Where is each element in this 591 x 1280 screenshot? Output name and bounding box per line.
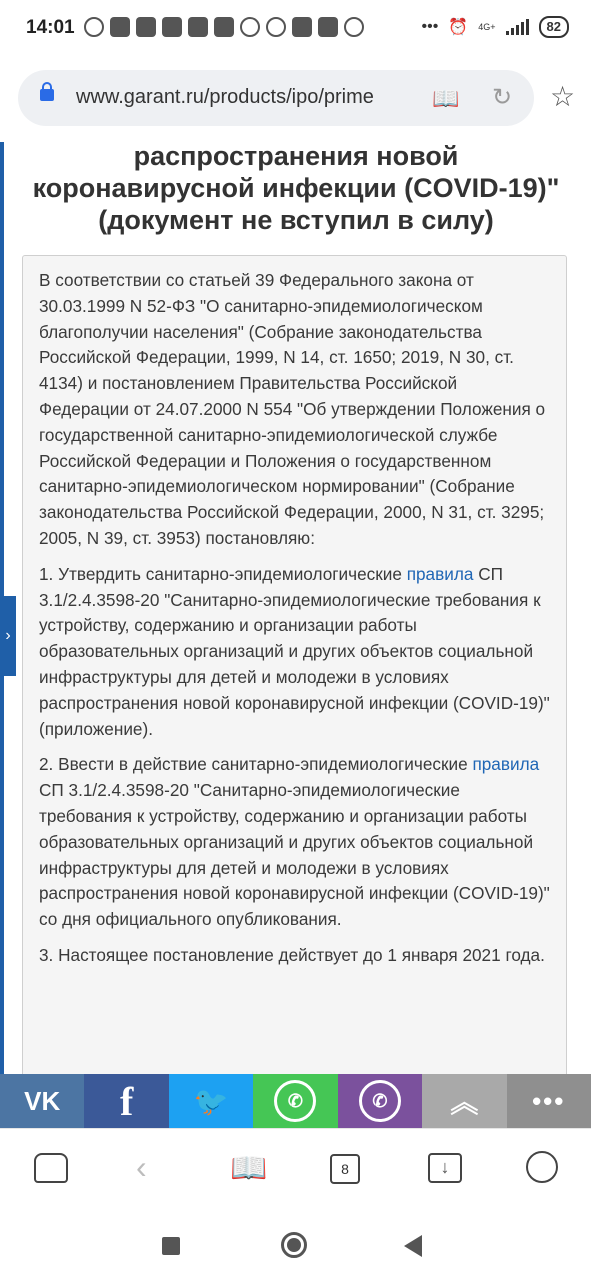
more-icon: ••• [532, 1085, 566, 1116]
back-triangle-icon[interactable] [404, 1235, 422, 1257]
bookmark-star-icon[interactable]: ☆ [550, 81, 576, 112]
address-bar[interactable] [18, 70, 534, 126]
vk-icon: VK [24, 1085, 61, 1116]
more-share-button[interactable] [507, 1074, 591, 1128]
alarm-off-icon: ⏰ [448, 19, 469, 36]
home-circle-icon[interactable] [281, 1232, 307, 1258]
notification-icons [84, 17, 364, 37]
back-icon[interactable]: ‹ [136, 1149, 147, 1185]
whatsapp-notification-icon [84, 17, 104, 37]
rules-link[interactable]: правила [406, 563, 474, 584]
twitter-icon: 🐦 [193, 1085, 229, 1117]
network-type: 4G+ [478, 21, 496, 32]
reader-mode-icon[interactable]: 📖 [432, 86, 460, 111]
side-panel-toggle[interactable]: › [0, 596, 16, 676]
item-1-paragraph: 1. Утвердить санитарно-эпидемиологические правила СП 3.1/2.4.3598-20 "Санитарно-эпидемиологические требования к устройству, содержанию и организации работы образовательных организаций и других объектов социальной инфраструктуры для детей и молодежи в условиях распространения новой коронавирусной инфекции (COVID-19)" (приложение). [39, 563, 550, 739]
tabs-button[interactable]: 8 [330, 1154, 360, 1184]
bookmarks-icon[interactable]: 📖 [230, 1152, 268, 1185]
video-notification-icon [292, 17, 312, 37]
status-bar [0, 0, 591, 56]
download-icon[interactable]: ↓ [428, 1153, 462, 1183]
document-body [22, 255, 567, 1085]
rules-link[interactable]: правила [472, 754, 540, 775]
youtube-notification-icon [162, 17, 182, 37]
intro-paragraph: В соответствии со статьей 39 Федерального закона от 30.03.1999 N 52-ФЗ "О санитарно-эпидемиологическом благополучии населения" (Собрание законодательства Российской Федерации, 1999, N 14, ст. 1650; 2019, N 30, ст. 4134) и постановлением Правительства Российской Федерации от 24.07.2000 N 554 "Об утверждении Положения о государственной санитарно-эпидемиологической службе Российской Федерации и Положения о государственном санитарно-эпидемиологическом нормировании" (Собрание законодательства Российской Федерации, 2000, N 31, ст. 3295; 2005, N 39, ст. 3953) постановляю: [39, 270, 546, 548]
youtube-notification-icon [188, 17, 208, 37]
chevrons-up-icon: ︽ [450, 1087, 479, 1118]
reload-icon[interactable]: ↻ [492, 84, 513, 111]
person-notification-icon [344, 17, 364, 37]
home-icon[interactable] [34, 1153, 68, 1183]
status-right [422, 16, 569, 38]
lock-icon[interactable] [40, 89, 54, 101]
facebook-share-button[interactable] [84, 1074, 168, 1128]
url-text[interactable]: www.garant.ru/products/ipo/prime [76, 86, 374, 108]
profile-icon[interactable] [526, 1151, 558, 1183]
whatsapp-icon: ✆ [274, 1080, 316, 1122]
item-2-paragraph: 2. Ввести в действие санитарно-эпидемиологические правила СП 3.1/2.4.3598-20 "Санитарно-эпидемиологические требования к устройству, содержанию и организации работы образовательных организаций и других объектов социальной инфраструктуры для детей и молодежи в условиях распространения новой коронавирусной инфекции (COVID-19)" со дня официального опубликования. [39, 754, 550, 930]
whatsapp-share-button[interactable] [253, 1074, 337, 1128]
app-notification-icon [318, 17, 338, 37]
share-bar [0, 1074, 591, 1128]
twitter-share-button[interactable] [169, 1074, 253, 1128]
youtube-notification-icon [136, 17, 156, 37]
document-title: распространения новой коронавирусной инфекции (COVID-19)" (документ не вступил в силу) [32, 141, 560, 235]
item-3-paragraph: 3. Настоящее постановление действует до 1 января 2021 года. [39, 944, 545, 965]
status-time: 14:01 [26, 17, 75, 38]
battery-indicator: 82 [539, 16, 569, 38]
system-nav-bar [0, 1208, 591, 1280]
more-notifications-icon: ••• [421, 18, 439, 35]
scroll-up-button[interactable] [422, 1074, 506, 1128]
recents-icon[interactable] [162, 1237, 180, 1255]
check-notification-icon [266, 17, 286, 37]
facebook-icon: f [119, 1078, 134, 1124]
money-notification-icon [240, 17, 260, 37]
viber-icon: ✆ [359, 1080, 401, 1122]
youtube-notification-icon [214, 17, 234, 37]
vk-share-button[interactable] [0, 1074, 84, 1128]
signal-icon [506, 19, 529, 35]
app-notification-icon [110, 17, 130, 37]
viber-share-button[interactable] [338, 1074, 422, 1128]
browser-toolbar [0, 1128, 591, 1209]
